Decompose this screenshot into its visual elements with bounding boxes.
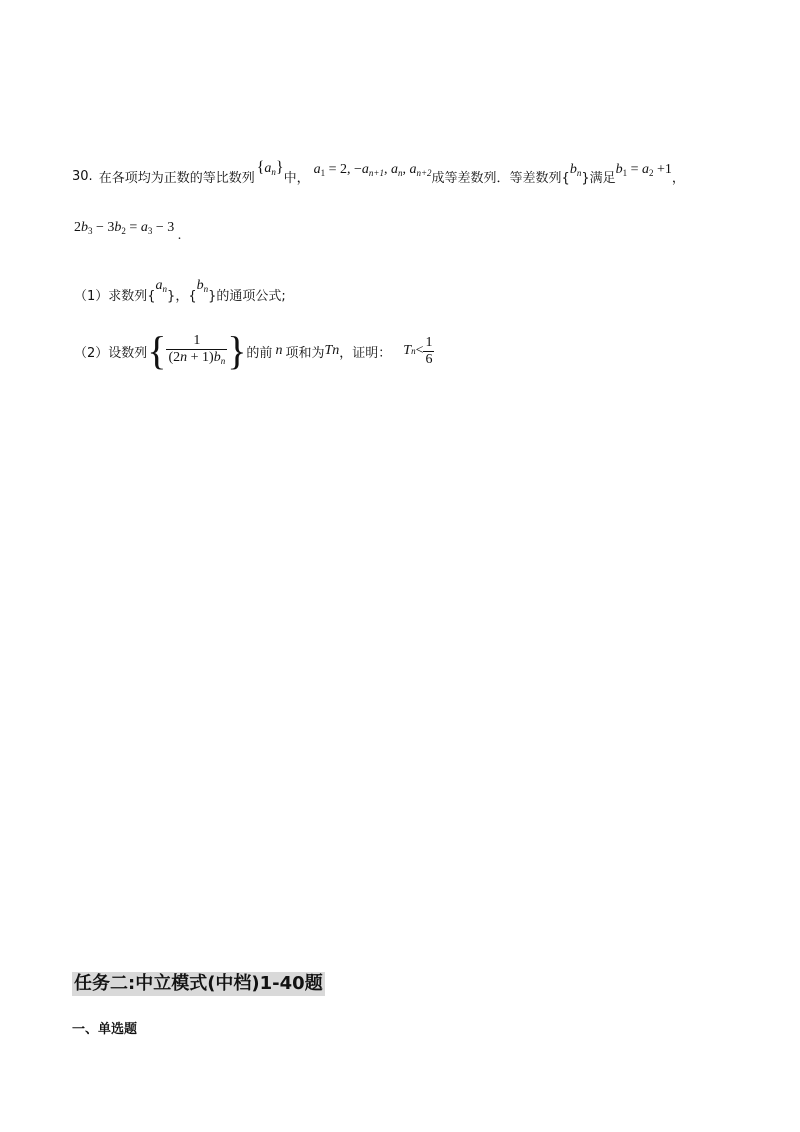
- one-sixth-fraction: $\frac{1}{6}$: [425, 334, 433, 367]
- part2-qian: 的前: [246, 345, 273, 361]
- part2-xianghe: 项和为: [285, 345, 325, 361]
- trailing-comma: ，: [671, 170, 685, 186]
- part2-label: （2）设数列: [74, 345, 148, 361]
- section-subtitle: 一、单选题: [72, 1022, 138, 1037]
- part-1: [74, 272, 286, 312]
- zhong-text: 中，: [283, 170, 310, 186]
- section-title: 任务二:中立模式(中档)1-40题: [74, 973, 323, 994]
- problem-30-line1: [72, 160, 685, 192]
- part2-n: n: [275, 343, 283, 358]
- part1-bn: $b_n$: [196, 278, 209, 294]
- b1-formula: $b_1 = a_2 +1$: [615, 162, 672, 178]
- part1-mid: }，{: [167, 289, 197, 304]
- part-2: [74, 326, 434, 376]
- sequence-fraction: $\frac{1}{(2n + 1)b_n}$: [168, 333, 226, 366]
- problem-intro-text: 在各项均为正数的等比数列: [98, 170, 255, 186]
- inequality: T n < $\frac{1}{6}$: [403, 334, 433, 367]
- part1-label: （1）求数列{: [74, 289, 156, 304]
- problem-number: 30.: [72, 168, 93, 184]
- seq-b-symbol: $b_n$: [569, 162, 582, 178]
- left-brace: {: [147, 328, 167, 373]
- seq-a-set: $\{a_n\}$: [256, 159, 284, 177]
- problem-30-line2: $2b_3 - 3b_2 = a_3 - 3$ .: [74, 220, 182, 243]
- part2-Tn: Tn: [324, 343, 340, 358]
- part2-zhengming: ，证明：: [339, 345, 392, 361]
- part1-an: $a_n$: [155, 278, 168, 294]
- right-brace: }: [227, 328, 247, 373]
- line2-period: .: [177, 228, 182, 243]
- arith-seq-text: 成等差数列．等差数列{: [431, 170, 570, 186]
- condition-formula: $a_1 = 2$, $-a_{n+1}$, $a_n$, $a_{n+2}$: [313, 162, 432, 178]
- manzu-text: }满足: [581, 170, 616, 186]
- part1-end: }的通项公式;: [208, 289, 286, 304]
